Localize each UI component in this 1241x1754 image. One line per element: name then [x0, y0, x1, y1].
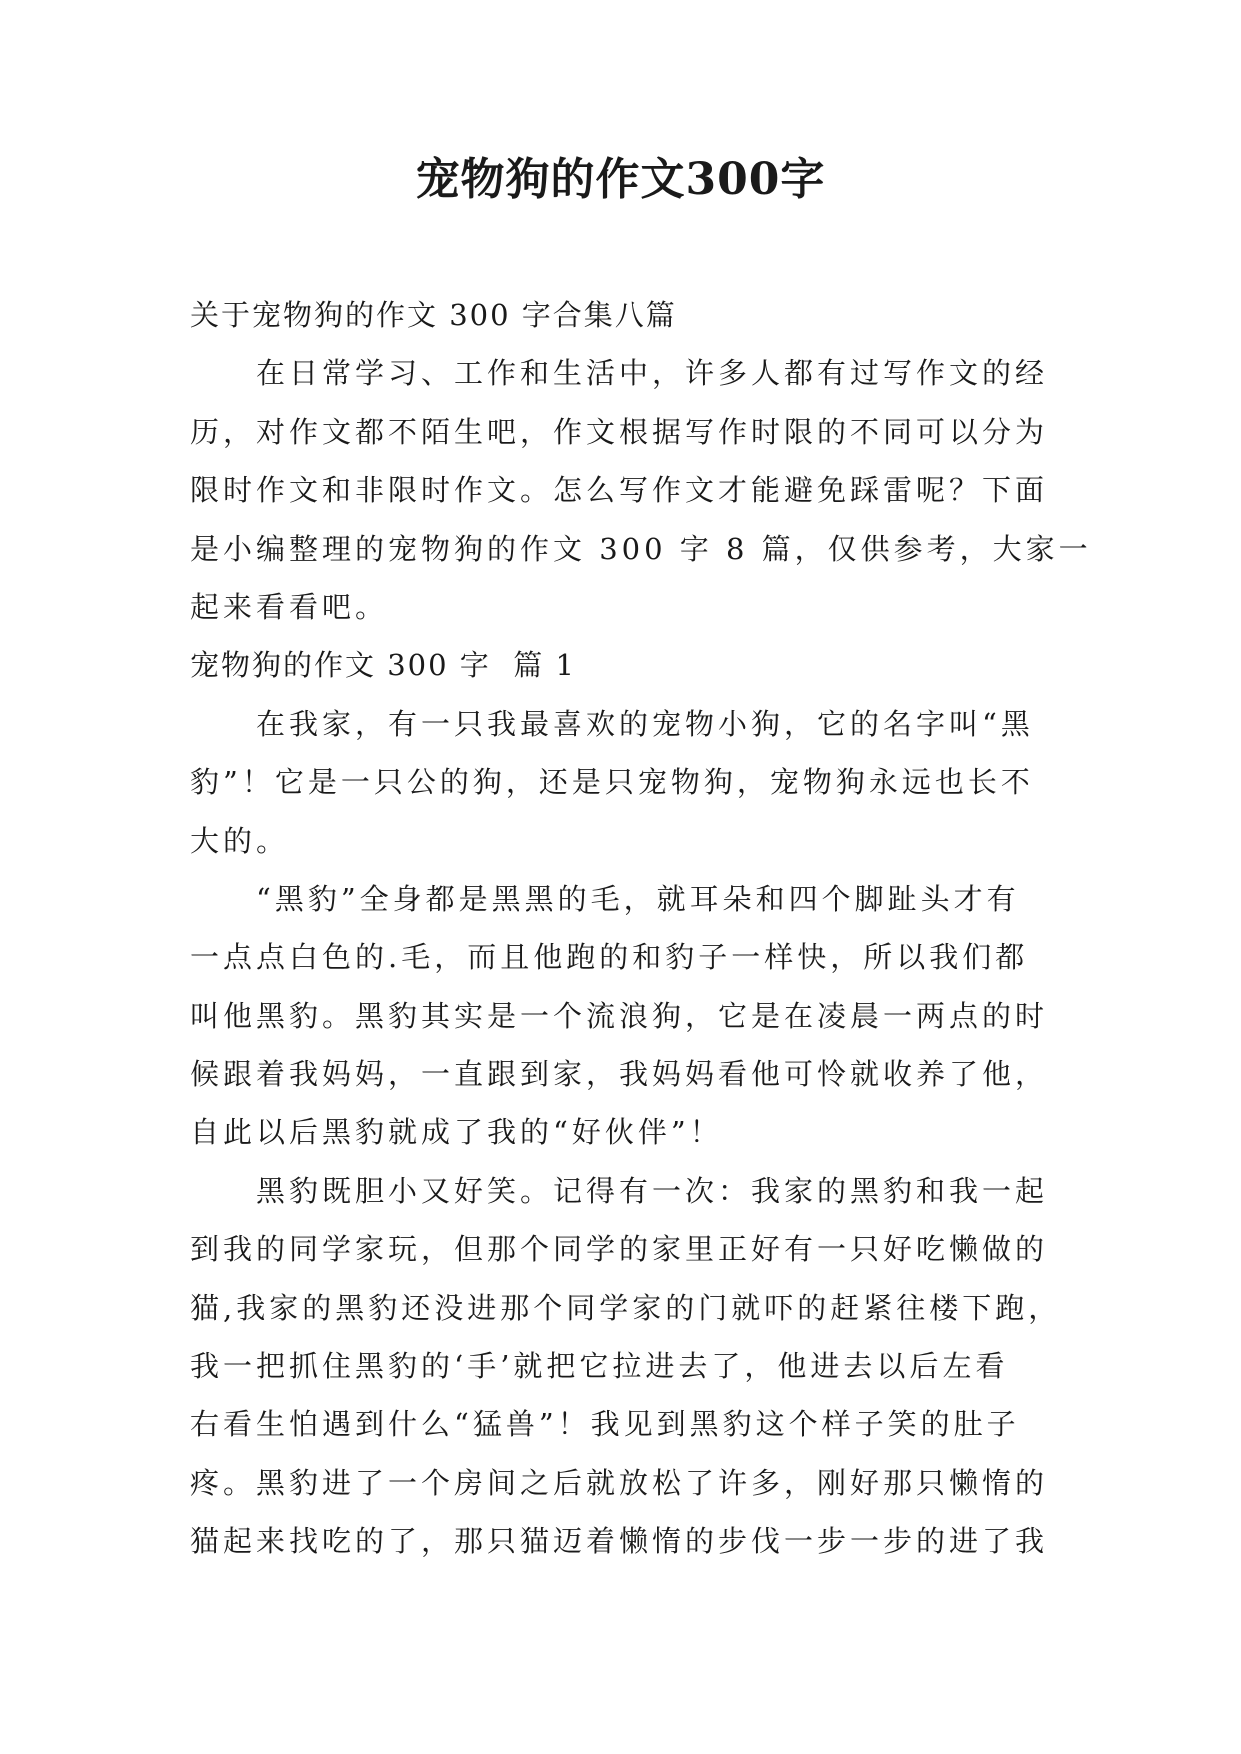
paragraph-line: 右看生怕遇到什么“猛兽”！我见到黑豹这个样子笑的肚子: [190, 1407, 1020, 1442]
paragraph-line: 黑豹既胆小又好笑。记得有一次：我家的黑豹和我一起: [190, 1173, 1049, 1208]
paragraph-line: 叫他黑豹。黑豹其实是一个流浪狗，它是在凌晨一两点的时: [190, 998, 1049, 1033]
paragraph-line: 是小编整理的宠物狗的作文 300 字 8 篇，仅供参考，大家一: [190, 531, 1092, 566]
paragraph-line: 在日常学习、工作和生活中，许多人都有过写作文的经: [190, 356, 1049, 391]
paragraph-line: 到我的同学家玩，但那个同学的家里正好有一只好吃懒做的: [190, 1232, 1049, 1267]
paragraph-line: 在我家，有一只我最喜欢的宠物小狗，它的名字叫“黑: [190, 706, 1034, 741]
paragraph-line: 猫,我家的黑豹还没进那个同学家的门就吓的赶紧往楼下跑，: [190, 1290, 1062, 1325]
paragraph-line: 一点点白色的.毛，而且他跑的和豹子一样快，所以我们都: [190, 940, 1029, 975]
subtitle-line: 关于宠物狗的作文 300 字合集八篇: [190, 298, 677, 332]
page-title: 宠物狗的作文300字: [415, 154, 826, 205]
paragraph-line: 起来看看吧。: [190, 589, 389, 624]
paragraph-line: 疼。黑豹进了一个房间之后就放松了许多，刚好那只懒惰的: [190, 1465, 1049, 1500]
paragraph-line: 我一把抓住黑豹的‘手’就把它拉进去了，他进去以后左看: [190, 1349, 1009, 1384]
paragraph-line: 大的。: [190, 823, 290, 858]
paragraph-line: 限时作文和非限时作文。怎么写作文才能避免踩雷呢？下面: [190, 473, 1049, 508]
paragraph-line: 候跟着我妈妈，一直跟到家，我妈妈看他可怜就收养了他，: [190, 1057, 1049, 1092]
paragraph-line: “黑豹”全身都是黑黑的毛，就耳朵和四个脚趾头才有: [190, 881, 1020, 916]
paragraph-line: 自此以后黑豹就成了我的“好伙伴”！: [190, 1115, 723, 1150]
document-body: [190, 286, 1092, 1571]
paragraph-line: 猫起来找吃的了，那只猫迈着懒惰的步伐一步一步的进了我: [190, 1524, 1049, 1559]
paragraph-line: 历，对作文都不陌生吧，作文根据写作时限的不同可以分为: [190, 414, 1049, 449]
paragraph-line: 豹”！它是一只公的狗，还是只宠物狗，宠物狗永远也长不: [190, 765, 1034, 800]
section-heading: 宠物狗的作文 300 字 篇 1: [190, 648, 576, 683]
